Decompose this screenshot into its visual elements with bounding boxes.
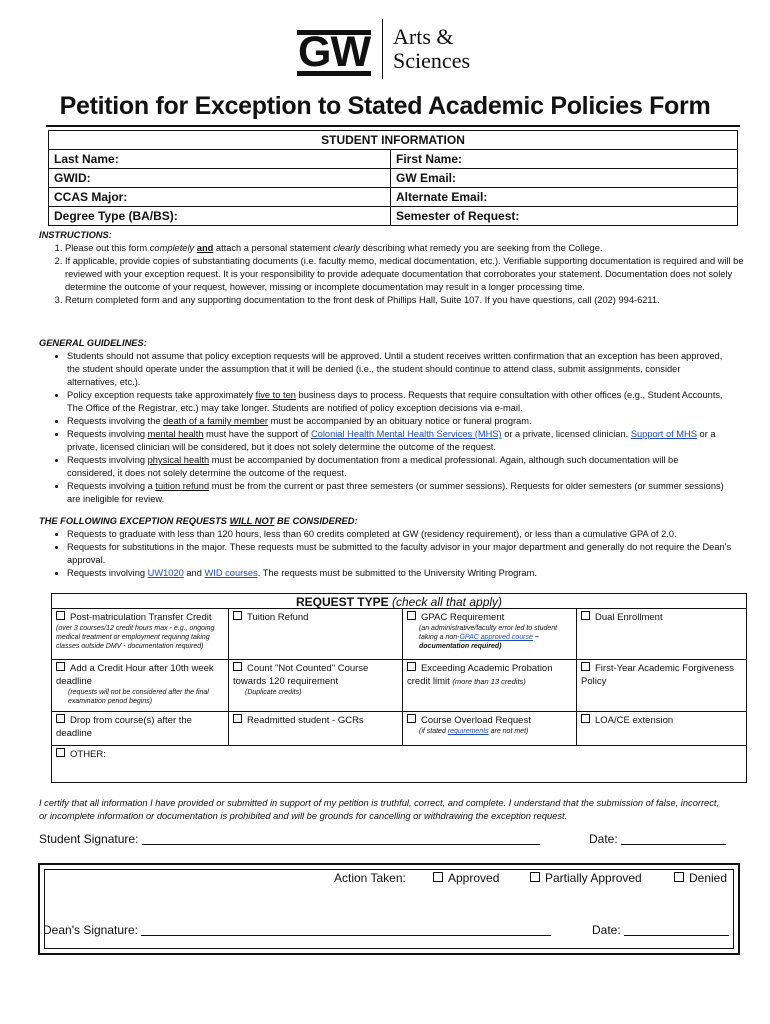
dean-signature-label: Dean's Signature: [43, 923, 139, 937]
checkbox[interactable] [581, 714, 590, 723]
checkbox[interactable] [407, 714, 416, 723]
certification-statement: I certify that all information I have provided or submitted in support of my petition is truthful, correct, and complete. I understand that the submission of false, incorrect, or incomplete information or documentation is prohibited and will be grounds for cancelling or withdrawing the exception request. [39, 798, 720, 821]
not-considered-item: • Requests for substitutions in the major. These requests must be submitted to the faculty advisor in your major department and generally do not require the Dean's approval. [67, 541, 739, 567]
semester-field[interactable]: Semester of Request: [391, 207, 738, 226]
alternate-email-field[interactable]: Alternate Email: [391, 188, 738, 207]
request-option-dual-enrollment[interactable]: Dual Enrollment [576, 608, 746, 659]
student-signature-label: Student Signature: [39, 832, 139, 846]
guideline-item: • Policy exception requests take approximately five to ten business days to process. Requests that require consultation with other offices (e.g., Student Accounts, The Office of the Registrar, etc.) may take longer. Students are notified of policy exception decisions via e-mail. [67, 389, 729, 415]
denied-option[interactable]: Denied [674, 871, 727, 885]
gw-logo-mark: GW [298, 28, 371, 76]
instructions-section [39, 229, 754, 307]
not-considered-list [39, 528, 739, 580]
guidelines-list [39, 350, 729, 506]
partially-approved-option[interactable]: Partially Approved [530, 871, 642, 885]
instructions-list [39, 242, 754, 307]
request-type-table [51, 593, 747, 783]
mhs-link[interactable]: Colonial Health Mental Health Services (MHS) [310, 429, 502, 439]
request-option-probation-credit[interactable]: Exceeding Academic Probation credit limit (more than 13 credits) [402, 659, 576, 711]
not-considered-heading: THE FOLLOWING EXCEPTION REQUESTS WILL NOT BE CONSIDERED: [39, 516, 358, 526]
gwid-field[interactable]: GWID: [49, 169, 391, 188]
request-option-drop-course[interactable]: Drop from course(s) after the deadline [52, 711, 228, 745]
first-name-field[interactable]: First Name: [391, 150, 738, 169]
dean-date-line[interactable] [624, 935, 729, 936]
instruction-item: 1. Please out this form completely and attach a personal statement clearly describing what remedy you are seeking from the College. [65, 242, 754, 255]
not-considered-item: • Requests involving UW1020 and WID courses. The requests must be submitted to the University Writing Program. [67, 567, 739, 580]
checkbox[interactable] [56, 611, 65, 620]
denied-checkbox[interactable] [674, 872, 684, 882]
request-option-transfer-credit[interactable]: Post-matriculation Transfer Credit (over 3 courses/12 credit hours max - e.g., ongoing medical treatment or employment requiring taking classes outside DMV - documentation required) [52, 608, 228, 659]
guideline-item: • Students should not assume that policy exception requests will be approved. Until a student receives written confirmation that an exception has been approved, the student should operate under the assumption that it will be denied (i.e., the student should continue to attend class, submit assignments, consider alternatives, etc.). [67, 350, 729, 389]
student-date-row [589, 832, 726, 846]
checkbox[interactable] [56, 662, 65, 671]
checkbox[interactable] [233, 611, 242, 620]
request-option-academic-forgiveness[interactable]: First-Year Academic Forgiveness Policy [576, 659, 746, 711]
request-option-loa-ce-extension[interactable]: LOA/CE extension [576, 711, 746, 745]
wid-courses-link[interactable]: WID courses [204, 568, 258, 578]
checkbox[interactable] [581, 662, 590, 671]
student-info-table [48, 130, 738, 226]
checkbox[interactable] [56, 748, 65, 757]
checkbox[interactable] [233, 714, 242, 723]
logo-text [393, 25, 470, 73]
checkbox[interactable] [407, 611, 416, 620]
request-type-title: REQUEST TYPE (check all that apply) [295, 595, 503, 609]
approved-option[interactable]: Approved [433, 871, 499, 885]
guidelines-section [39, 337, 729, 506]
approved-checkbox[interactable] [433, 872, 443, 882]
dean-date-label: Date: [592, 923, 621, 937]
guidelines-heading: GENERAL GUIDELINES: [39, 338, 147, 348]
request-option-readmitted-gcrs[interactable]: Readmitted student - GCRs [228, 711, 402, 745]
checkbox[interactable] [56, 714, 65, 723]
action-taken-label: Action Taken: [334, 871, 406, 885]
last-name-field[interactable]: Last Name: [49, 150, 391, 169]
degree-type-field[interactable]: Degree Type (BA/BS): [49, 207, 391, 226]
title-rule [46, 125, 740, 127]
guideline-item: • Requests involving mental health must have the support of Colonial Health Mental Health Services (MHS) or a private, licensed clinician. Support of MHS or a private, licensed clinician will be considered, but it does not solely determine the outcome of the request. [67, 428, 729, 454]
checkbox[interactable] [407, 662, 416, 671]
student-signature-line[interactable] [142, 844, 540, 845]
request-option-other[interactable]: OTHER: [52, 745, 746, 782]
request-option-tuition-refund[interactable]: Tuition Refund [228, 608, 402, 659]
student-date-line[interactable] [621, 844, 726, 845]
student-date-label: Date: [589, 832, 618, 846]
instruction-item: 3. Return completed form and any supporting documentation to the front desk of Phillips Hall, Suite 107. If you have questions, call (202) 994-6211. [65, 294, 754, 307]
student-info-header: STUDENT INFORMATION [49, 131, 738, 150]
logo-line-1: Arts & [393, 24, 454, 49]
checkbox[interactable] [581, 611, 590, 620]
gw-email-field[interactable]: GW Email: [391, 169, 738, 188]
request-option-count-not-counted[interactable]: Count "Not Counted" Course towards 120 requirement (Duplicate credits) [228, 659, 402, 711]
dean-signature-line[interactable] [141, 935, 551, 936]
not-considered-item: • Requests to graduate with less than 120 hours, less than 60 credits completed at GW (residency requirement), or less than a cumulative GPA of 2.0. [67, 528, 739, 541]
action-taken-row [334, 871, 406, 885]
dean-date-row [592, 923, 729, 937]
dean-signature-row [43, 923, 551, 937]
checkbox[interactable] [233, 662, 242, 671]
gw-arts-sciences-logo [297, 19, 470, 81]
student-signature-row [39, 832, 540, 846]
request-option-course-overload[interactable]: Course Overload Request (if stated requirements are not met) [402, 711, 576, 745]
partially-approved-checkbox[interactable] [530, 872, 540, 882]
uw1020-link[interactable]: UW1020 [147, 568, 184, 578]
form-title: Petition for Exception to Stated Academic Policies Form [59, 92, 711, 120]
ccas-major-field[interactable]: CCAS Major: [49, 188, 391, 207]
logo-divider [382, 19, 383, 79]
guideline-item: • Requests involving a tuition refund must be from the current or past three semesters (or summer sessions). Requests for older semesters (or summer sessions) are ineligible for review. [67, 480, 729, 506]
instruction-item: 2. If applicable, provide copies of substantiating documents (i.e. faculty memo, medical documentation, etc.). Verifiable supporting documentation is required and will be reviewed with your exception request. It is your responsibility to provide adequate documentation that corroborates your statement. Documentation does not solely determine the outcome of your request, however, missing or incomplete documentation may result in a longer processing time. [65, 255, 754, 294]
request-option-gpac[interactable]: GPAC Requirement (an administrative/faculty error led to student taking a non-GPAC approved course – documentation required) [402, 608, 576, 659]
support-of-mhs-link[interactable]: Support of MHS [630, 429, 697, 439]
not-considered-section [39, 515, 739, 580]
instructions-heading: INSTRUCTIONS: [39, 230, 112, 240]
guideline-item: • Requests involving the death of a family member must be accompanied by an obituary notice or funeral program. [67, 415, 729, 428]
request-option-add-credit-hour[interactable]: Add a Credit Hour after 10th week deadline (requests will not be considered after the final examination period begins) [52, 659, 228, 711]
guideline-item: • Requests involving physical health must be accompanied by documentation from a medical professional. Again, although such documentation will be considered, it does not solely determine the outcome of the request. [67, 454, 729, 480]
logo-line-2: Sciences [393, 48, 471, 73]
